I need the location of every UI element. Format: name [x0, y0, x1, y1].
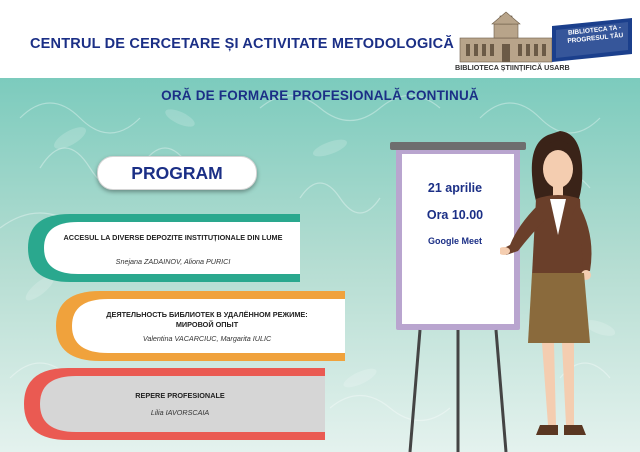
event-subtitle: ORĂ DE FORMARE PROFESIONALĂ CONTINUĂ — [161, 88, 479, 103]
event-time: Ora 10.00 — [426, 208, 484, 222]
presenter-illustration — [500, 125, 630, 452]
session-1-title: ACCESUL LA DIVERSE DEPOZITE INSTITUȚIONALE DIN LUME — [63, 233, 283, 242]
event-platform: Google Meet — [427, 236, 482, 246]
session-2-speakers: Valentina VACARCIUC, Margarita IULIC — [142, 334, 272, 343]
session-3-speakers: Lilia IAVORSCAIA — [150, 408, 210, 417]
session-3-title: REPERE PROFESIONALE — [135, 391, 225, 400]
session-1-speakers: Snejana ZADAINOV, Aliona PURICI — [115, 257, 231, 266]
logo-text: BIBLIOTECA ȘTIINȚIFICĂ USARB — [455, 63, 570, 72]
org-title: CENTRUL DE CERCETARE ȘI ACTIVITATE METODOLOGICĂ — [30, 36, 455, 52]
session-2-title: ДЕЯТЕЛЬНОСТЬ БИБЛИОТЕК В УДАЛЁННОМ РЕЖИМЕ: МИРОВОЙ ОПЫТ — [106, 310, 308, 329]
logo-ribbon: BIBLIOTECA TA - PROGRESUL TĂU — [567, 24, 624, 45]
event-date: 21 aprilie — [427, 181, 483, 195]
program-label: PROGRAM — [131, 163, 223, 183]
